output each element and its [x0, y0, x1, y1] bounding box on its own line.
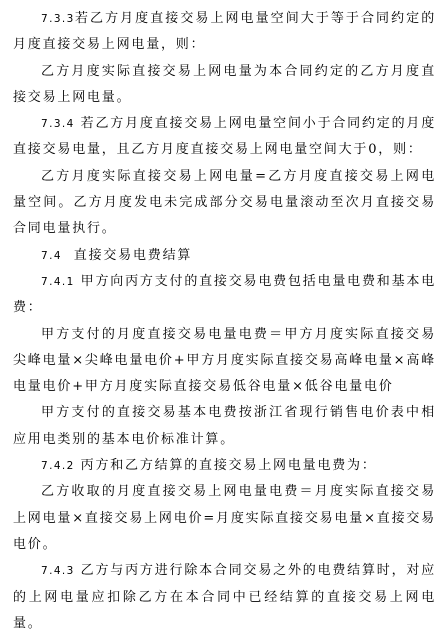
clause-number: 7.4.2 [41, 460, 75, 473]
clause-7-4-1 [13, 269, 436, 322]
clause-number: 7.4 [41, 249, 62, 262]
clause-text: 甲方向丙方支付的直接交易电费包括电量电费和基本电费： [13, 273, 437, 316]
clause-text: 甲方支付的月度直接交易电量电费＝甲方月度实际直接交易尖峰电量×尖峰电量电价+甲方月度实际直接交易高峰电量×高峰电量电价+甲方月度实际直接交易低谷电量×低谷电量电价 [13, 326, 436, 395]
clause-text: 直接交易电费结算 [73, 247, 193, 263]
clause-7-3-4-result [13, 164, 436, 243]
clause-7-4-3 [13, 558, 436, 637]
clause-7-4-2 [13, 453, 436, 479]
energy-fee-formula [13, 322, 436, 401]
clause-text: 若乙方月度直接交易上网电量空间小于合同约定的月度直接交易电量，且乙方月度直接交易上网电量空间大于0，则： [13, 116, 437, 158]
clause-text: 乙方与丙方进行除本合同交易之外的电费结算时，对应的上网电量应扣除乙方在本合同中已经结算的直接交易上网电量。 [13, 563, 437, 631]
basic-fee-rule [13, 400, 436, 453]
clause-7-3-3-result [13, 59, 436, 112]
clause-text: 乙方收取的月度直接交易上网电量电费＝月度实际直接交易上网电量×直接交易上网电价=月度实际直接交易电量×直接交易电价。 [13, 484, 436, 552]
clause-7-3-4 [13, 111, 436, 164]
clause-number: 7.3.3 [41, 13, 75, 25]
clause-text: 丙方和乙方结算的直接交易上网电量电费为： [80, 458, 377, 474]
clause-number: 7.4.1 [41, 275, 75, 288]
clause-text: 乙方月度实际直接交易上网电量为本合同约定的乙方月度直接交易上网电量。 [13, 63, 436, 105]
clause-text: 若乙方月度直接交易上网电量空间大于等于合同约定的月度直接交易上网电量，则： [13, 11, 436, 53]
clause-text: 乙方月度实际直接交易上网电量=乙方月度直接交易上网电量空间。乙方月度发电未完成部分交易电量滚动至次月直接交易合同电量执行。 [13, 168, 436, 237]
grid-fee-formula [13, 479, 436, 558]
section-7-4-heading [13, 243, 436, 269]
clause-text: 甲方支付的直接交易基本电费按浙江省现行销售电价表中相应用电类别的基本电价标准计算。 [13, 405, 436, 447]
clause-number: 7.4.3 [41, 565, 75, 578]
clause-7-3-3 [13, 6, 436, 59]
clause-number: 7.3.4 [41, 118, 75, 131]
